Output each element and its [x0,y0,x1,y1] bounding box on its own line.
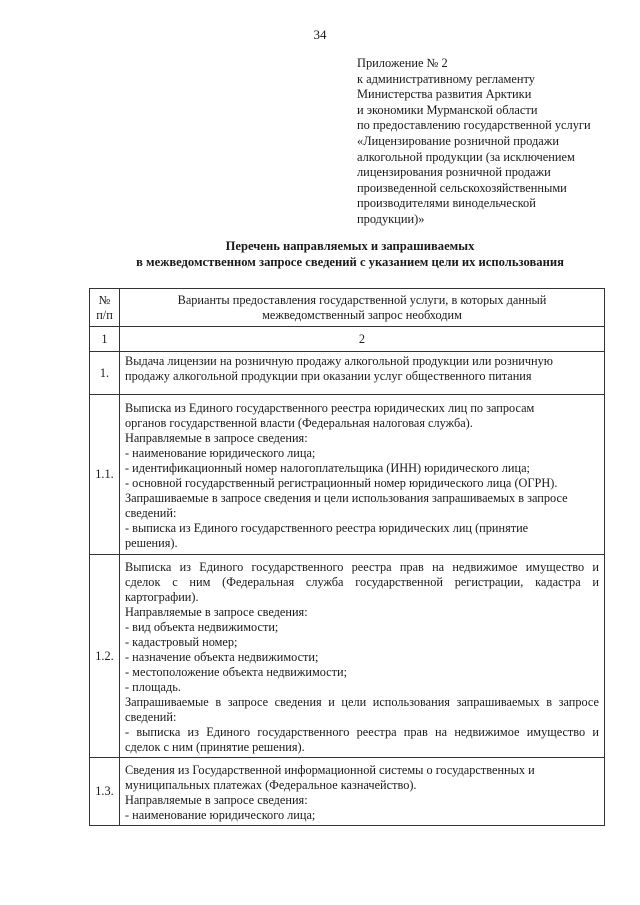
header-num-cell [90,289,120,327]
row-line: сведений: [125,710,177,724]
document-title-line: Перечень направляемых и запрашиваемых [225,239,475,253]
table-row [90,758,605,826]
row-line: Направляемые в запросе сведения: [125,793,308,807]
page-number: 34 [313,27,327,42]
row-line: Направляемые в запросе сведения: [125,605,308,619]
row-line: Запрашиваемые в запросе сведения и цели использования запрашиваемых в запросе [125,695,599,709]
appendix-line: по предоставлению государственной услуги [357,118,591,133]
row-line: - наименование юридического лица; [125,446,316,460]
row-line: Направляемые в запросе сведения: [125,431,308,445]
header-desc-line: межведомственный запрос необходим [262,307,462,322]
row-line: - наименование юридического лица; [125,808,316,822]
row-line: сделок с ним (принятие решения). [125,740,305,754]
row-line: - вид объекта недвижимости; [125,620,279,634]
table-row [90,395,605,555]
header-num-label: № [98,292,111,307]
row-line: картографии). [125,590,199,604]
appendix-block [357,56,627,228]
table-header-row [90,289,605,327]
column-number-row [90,327,605,352]
row-line: Выписка из Единого государственного реестра прав на недвижимое имущество и [125,560,599,574]
row-line: - идентификационный номер налогоплательщика (ИНН) юридического лица; [125,461,530,475]
appendix-line: алкогольной продукции (за исключением [357,149,575,164]
row-line: сделок с ним (Федеральная служба государственной регистрации, кадастра и [125,575,599,589]
appendix-line: Министерства развития Арктики [357,87,532,102]
appendix-line: произведенной сельскохозяйственными [357,180,567,195]
table-row [90,555,605,758]
row-number: 1.1. [90,395,120,555]
row-number: 1.3. [90,758,120,826]
row-content [120,758,605,826]
row-number: 1. [90,352,120,395]
row-line: - выписка из Единого государственного реестра прав на недвижимое имущество и [125,725,599,739]
header-desc-cell [120,289,605,327]
appendix-line: «Лицензирование розничной продажи [357,133,559,148]
row-line: - кадастровый номер; [125,635,238,649]
row-line: органов государственной власти (Федеральная налоговая служба). [125,416,473,430]
row-line: муниципальных платежах (Федеральное казначейство). [125,778,417,792]
row-line: - выписка из Единого государственного реестра юридических лиц (принятие [125,521,529,535]
row-number: 1.2. [90,555,120,758]
row-line: - основной государственный регистрационный номер юридического лица (ОГРН). [125,476,558,490]
row-content [120,352,605,395]
row-line: - назначение объекта недвижимости; [125,650,319,664]
appendix-line: к административному регламенту [357,71,535,86]
header-desc-line: Варианты предоставления государственной услуги, в которых данный [177,292,547,307]
row-line: Выдача лицензии на розничную продажу алкогольной продукции или розничную [125,354,553,368]
row-line: решения). [125,536,178,550]
header-num-sublabel: п/п [96,307,113,322]
document-title-line: в межведомственном запросе сведений с указанием цели их использования [136,255,564,269]
row-content [120,555,605,758]
row-line: - местоположение объекта недвижимости; [125,665,348,679]
appendix-line: Приложение № 2 [357,56,448,70]
table-row [90,352,605,395]
column-number-cell: 2 [120,327,605,352]
row-line: Запрашиваемые в запросе сведения и цели использования запрашиваемых в запросе [125,491,568,505]
appendix-line: продукции)» [357,211,425,226]
row-line: сведений: [125,506,177,520]
appendix-line: и экономики Мурманской области [357,102,538,117]
row-content [120,395,605,555]
row-line: Выписка из Единого государственного реестра юридических лиц по запросам [125,401,535,415]
requests-table [89,288,605,826]
appendix-line: лицензирования розничной продажи [357,165,551,180]
document-title [60,238,640,270]
row-line: - площадь. [125,680,181,694]
column-number-cell: 1 [90,327,120,352]
appendix-line: производителями винодельческой [357,196,536,211]
row-line: Сведения из Государственной информационной системы о государственных и [125,763,535,777]
row-line: продажу алкогольной продукции при оказании услуг общественного питания [125,369,532,383]
